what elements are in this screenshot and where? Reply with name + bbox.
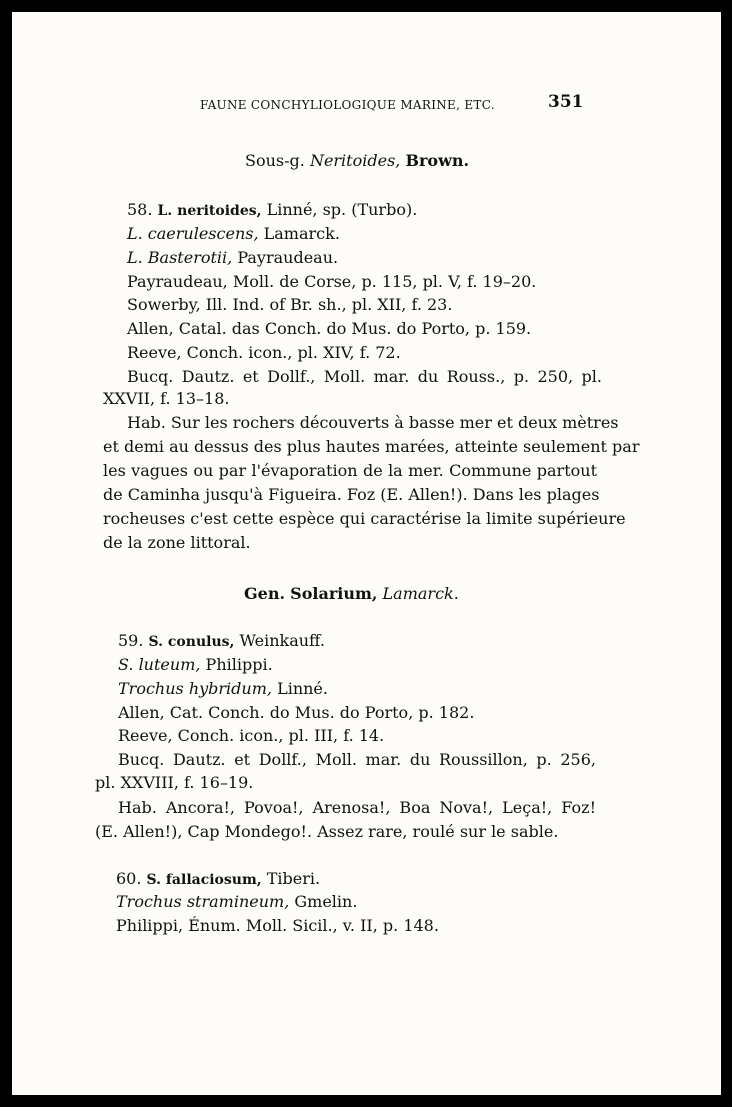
entry-58-habitat-line: de la zone littoral. [103,533,251,552]
entry-59-habitat-line: Hab. Ancora!, Povoa!, Arenosa!, Boa Nova!, Leça!, Foz! [118,798,596,817]
species-author: Tiberi. [266,869,321,888]
genus-heading [244,584,459,604]
entry-58-habitat-line: de Caminha jusqu'à Figueira. Foz (E. Allen!). Dans les plages [103,485,600,504]
book-page [12,12,721,1095]
species-name: L. neritoides, [157,203,262,219]
entry-58-ref: Payraudeau, Moll. de Corse, p. 115, pl. V, f. 19–20. [127,272,537,291]
entry-58-bucq-line-2: XXVII, f. 13–18. [103,389,230,408]
synonym-author: Philippi. [205,655,273,674]
subgenus-name: Neritoides, [309,151,401,170]
entry-58-synonym-2 [127,248,338,268]
subgenus-author: Brown. [405,151,470,170]
entry-number: 58. [127,200,153,219]
synonym-name: L. Basterotii, [127,248,233,267]
entry-59-habitat-line: (E. Allen!), Cap Mondego!. Assez rare, roulé sur le sable. [95,822,559,841]
entry-59-synonym-2 [118,679,328,699]
subgenus-heading [245,151,469,171]
synonym-author: Payraudeau. [237,248,339,267]
entry-number: 60. [116,869,142,888]
genus-author: Lamarck. [382,584,459,603]
entry-58-ref: Sowerby, Ill. Ind. of Br. sh., pl. XII, f. 23. [127,295,453,314]
synonym-name: Trochus stramineum, [116,892,290,911]
page-number: 351 [548,92,584,112]
genus-name: Solarium, [290,584,378,603]
synonym-name: L. caerulescens, [127,224,259,243]
entry-60-title [116,869,320,890]
entry-60-synonym-1 [116,892,357,912]
entry-59-title [118,631,325,652]
entry-59-ref: Allen, Cat. Conch. do Mus. do Porto, p. 182. [118,703,475,722]
entry-59-synonym-1 [118,655,273,675]
entry-59-bucq-line-1: Bucq. Dautz. et Dollf., Moll. mar. du Roussillon, p. 256, [118,750,596,769]
entry-59-ref: Reeve, Conch. icon., pl. III, f. 14. [118,726,385,745]
entry-59-bucq-line-2: pl. XXVIII, f. 16–19. [95,773,254,792]
running-header: FAUNE CONCHYLIOLOGIQUE MARINE, ETC. [200,98,495,112]
subgenus-prefix: Sous-g. [245,151,305,170]
entry-58-title [127,200,417,221]
genus-prefix: Gen. [244,584,286,603]
entry-58-habitat-line: les vagues ou par l'évaporation de la mer. Commune partout [103,461,597,480]
species-name: S. fallaciosum, [146,872,262,888]
synonym-name: Trochus hybridum, [118,679,272,698]
entry-58-habitat-line: et demi au dessus des plus hautes marées, atteinte seulement par [103,437,640,456]
entry-58-ref: Reeve, Conch. icon., pl. XIV, f. 72. [127,343,401,362]
synonym-author: Linné. [277,679,328,698]
entry-58-habitat-line: Hab. Sur les rochers découverts à basse mer et deux mètres [127,413,619,432]
entry-58-habitat-line: rocheuses c'est cette espèce qui caractérise la limite supérieure [103,509,626,528]
entry-58-bucq-line-1: Bucq. Dautz. et Dollf., Moll. mar. du Rouss., p. 250, pl. [127,367,602,386]
synonym-author: Gmelin. [294,892,358,911]
species-author: Weinkauff. [239,631,325,650]
entry-60-ref: Philippi, Énum. Moll. Sicil., v. II, p. 148. [116,916,439,935]
entry-58-ref: Allen, Catal. das Conch. do Mus. do Porto, p. 159. [127,319,532,338]
species-name: S. conulus, [148,634,235,650]
species-author: Linné, sp. (Turbo). [266,200,418,219]
entry-number: 59. [118,631,144,650]
synonym-author: Lamarck. [263,224,340,243]
entry-58-synonym-1 [127,224,340,244]
synonym-name: S. luteum, [118,655,201,674]
